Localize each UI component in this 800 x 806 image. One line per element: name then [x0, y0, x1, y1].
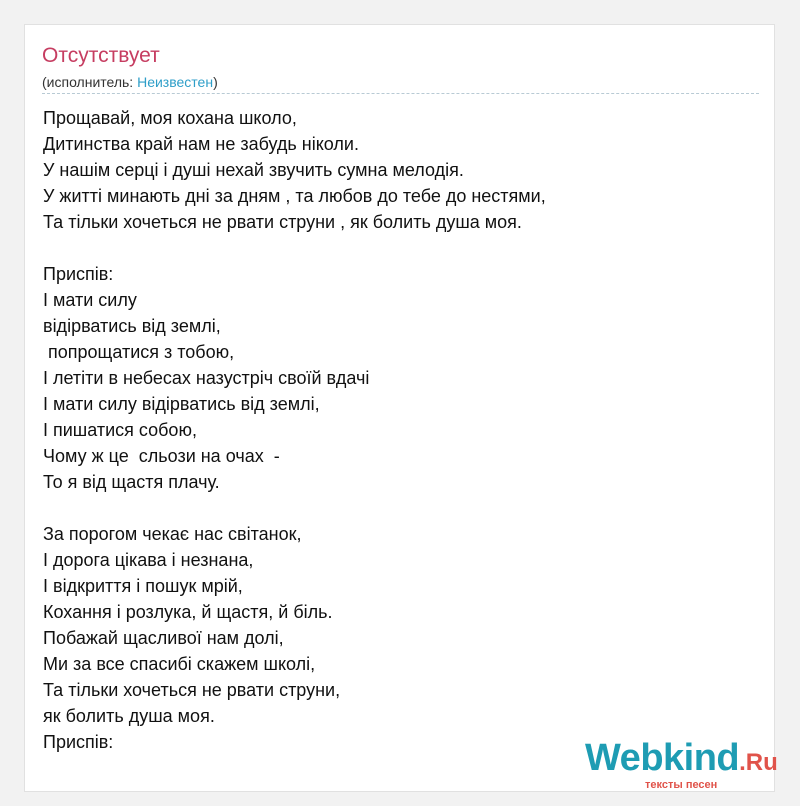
artist-prefix: (исполнитель: [42, 74, 138, 90]
lyric-line: Дитинства край нам не забудь ніколи. [43, 134, 359, 154]
lyric-line: Приспів: [43, 264, 114, 284]
lyric-line: За порогом чекає нас світанок, [43, 524, 302, 544]
lyric-line: Та тільки хочеться не рвати струни, [43, 680, 341, 700]
song-title: Отсутствует [42, 44, 160, 67]
artist-link[interactable]: Неизвестен [137, 74, 214, 90]
lyrics-body [43, 105, 758, 755]
lyric-line: Побажай щасливої нам долі, [43, 628, 284, 648]
lyric-line: Приспів: [43, 732, 114, 752]
lyric-line: У нашім серці і душі нехай звучить сумна мелодія. [43, 160, 464, 180]
logo-word: Webkind [585, 737, 740, 779]
lyric-line: І дорога цікава і незнана, [43, 550, 254, 570]
lyric-line: І мати силу відірватись від землі, [43, 394, 320, 414]
lyric-line: І пишатися собою, [43, 420, 197, 440]
artist-line [42, 73, 218, 91]
lyric-line [43, 495, 758, 521]
lyric-line: І відкриття і пошук мрій, [43, 576, 243, 596]
lyric-line: Чому ж це сльози на очах - [43, 446, 280, 466]
lyric-line: І летіти в небесах назустріч своїй вдачі [43, 368, 370, 388]
logo-tagline: тексты песен [645, 779, 718, 791]
logo-wordmark [585, 737, 778, 784]
lyric-line: Та тільки хочеться не рвати струни , як болить душа моя. [43, 212, 522, 232]
artist-suffix: ) [213, 74, 218, 90]
lyric-line [43, 235, 758, 261]
lyrics-card [24, 24, 778, 792]
dashed-divider [42, 93, 759, 94]
lyric-line: Ми за все спасибі скажем школі, [43, 654, 316, 674]
lyric-line: То я від щастя плачу. [43, 472, 220, 492]
lyric-line: як болить душа моя. [43, 706, 215, 726]
lyric-line: відірватись від землі, [43, 316, 221, 336]
lyric-line: Прощавай, моя кохана школо, [43, 108, 297, 128]
lyric-line: Кохання і розлука, й щастя, й біль. [43, 602, 333, 622]
logo-tld: .Ru [739, 749, 778, 776]
lyric-line: У житті минають дні за дням , та любов до тебе до нестями, [43, 186, 546, 206]
lyric-line: І мати силу [43, 290, 137, 310]
lyric-line: попрощатися з тобою, [43, 342, 235, 362]
site-logo[interactable] [585, 737, 785, 791]
